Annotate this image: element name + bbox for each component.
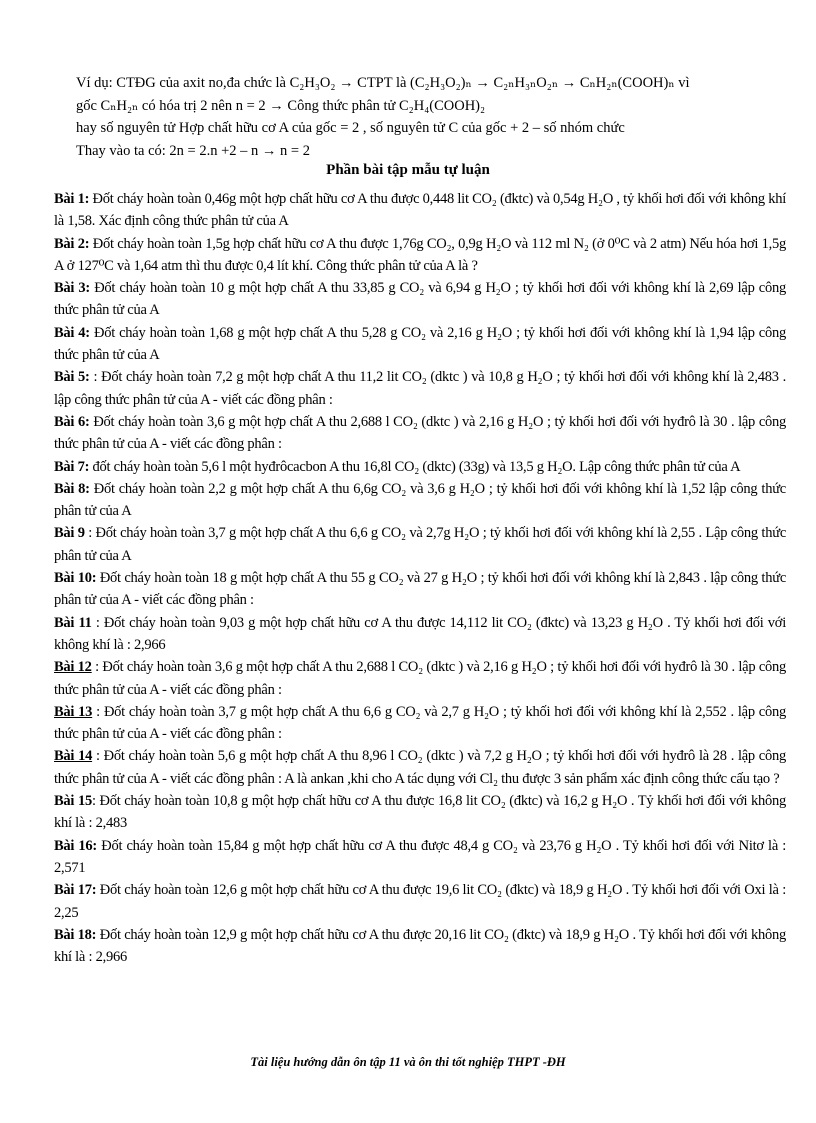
exercise-item [54, 567, 786, 612]
exercise-item [54, 835, 786, 880]
exercise-text: Đốt cháy hoàn toàn 2,2 g một hợp chất A thu 6,6g CO₂ và 3,6 g H₂O ; tỷ khối hơi đối với không khí là 1,52 lập công thức phân tử của A [54, 480, 786, 520]
exercise-item [54, 411, 786, 456]
exercise-label: Bài 5: [54, 369, 90, 386]
exercise-label: Bài 16: [54, 837, 98, 854]
exercise-item [54, 277, 786, 322]
exercise-text: : Đốt cháy hoàn toàn 3,7 g một hợp chất A thu 6,6 g CO₂ và 2,7 g H₂O ; tỷ khối hơi đối với không khí là 2,552 . lập công thức phân tử của A - viết các đồng phân : [54, 703, 786, 743]
exercise-text: Đốt cháy hoàn toàn 10 g một hợp chất A thu 33,85 g CO₂ và 6,94 g H₂O ; tỷ khối hơi đối với không khí là 2,69 lập công thức phân tử của A [54, 280, 786, 319]
exercise-item [54, 701, 786, 746]
exercise-label: Bài 2: [54, 235, 90, 252]
exercise-item [54, 879, 786, 924]
exercise-text: : Đốt cháy hoàn toàn 3,6 g một hợp chất A thu 2,688 l CO₂ (dktc ) và 2,16 g H₂O ; tỷ khối hơi đối với hyđrô là 30 . lập công thức phân tử của A - viết các đồng phân : [54, 659, 787, 698]
example-intro [76, 72, 796, 162]
exercise-label: Bài 8: [54, 480, 90, 497]
exercise-text: Đốt cháy hoàn toàn 0,46g một hợp chất hữu cơ A thu được 0,448 lit CO₂ (đktc) và 0,54g H₂O , tỷ khối hơi đối với không khí là 1,58. Xác định công thức phân tử của A [54, 191, 786, 230]
exercise-text: Đốt cháy hoàn toàn 12,9 g một hợp chất hữu cơ A thu được 20,16 lit CO₂ (đktc) và 18,9 g H₂O . Tỷ khối hơi đối với không khí là : 2,966 [54, 926, 787, 966]
section-title: Phần bài tập mẫu tự luận [326, 162, 490, 178]
exercise-label: Bài 15 [54, 793, 92, 810]
exercise-item [54, 522, 786, 567]
exercise-item [54, 366, 786, 411]
exercise-label: Bài 13 [54, 703, 93, 720]
exercise-item [54, 233, 786, 278]
intro-line-1: Ví dụ: CTĐG của axit no,đa chức là C₂H₃O₂ → CTPT là (C₂H₃O₂)ₙ → C₂ₙH₃ₙO₂ₙ → CₙH₂ₙ(COOH)ₙ vì [76, 75, 690, 91]
exercise-label: Bài 7: [54, 458, 90, 475]
page-footer: Tài liệu hướng dẫn ôn tập 11 và ôn thi tốt nghiệp THPT -ĐH [250, 1055, 566, 1069]
intro-line-2: gốc CₙH₂ₙ có hóa trị 2 nên n = 2 → Công thức phân tử C₂H₄(COOH)₂ [76, 97, 486, 114]
exercise-label: Bài 6: [54, 413, 90, 430]
exercise-text: Đốt cháy hoàn toàn 12,6 g một hợp chất hữu cơ A thu được 19,6 lit CO₂ (đktc) và 18,9 g H₂O . Tỷ khối hơi đối với Oxi là : 2,25 [54, 882, 787, 921]
exercise-list [54, 188, 786, 968]
exercise-text: Đốt cháy hoàn toàn 1,68 g một hợp chất A thu 5,28 g CO₂ và 2,16 g H₂O ; tỷ khối hơi đối với không khí là 1,94 lập công thức phân tử của A [54, 324, 786, 364]
exercise-label: Bài 9 [54, 525, 85, 542]
exercise-label: Bài 4: [54, 324, 90, 341]
exercise-text: : Đốt cháy hoàn toàn 7,2 g một hợp chất A thu 11,2 lit CO₂ (dktc ) và 10,8 g H₂O ; tỷ khối hơi đối với không khí là 2,483 . lập công thức phân tử của A - viết các đồng phân : [54, 369, 786, 408]
intro-line-4: Thay vào ta có: 2n = 2.n +2 – n → n = 2 [76, 142, 310, 159]
exercise-item [54, 790, 786, 835]
exercise-label: Bài 12 [54, 659, 92, 676]
exercise-text: : Đốt cháy hoàn toàn 10,8 g một hợp chất hữu cơ A thu được 16,8 lit CO₂ (đktc) và 16,2 g H₂O . Tỷ khối hơi đối với không khí là : 2,483 [54, 793, 787, 832]
exercise-item [54, 612, 786, 657]
exercise-item [54, 322, 786, 367]
exercise-label: Bài 11 [54, 614, 92, 631]
exercise-text: Đốt cháy hoàn toàn 3,6 g một hợp chất A thu 2,688 l CO₂ (dktc ) và 2,16 g H₂O ; tỷ khối hơi đối với hyđrô là 30 . lập công thức phân tử của A - viết các đồng phân : [54, 413, 787, 453]
exercise-label: Bài 10: [54, 570, 97, 587]
exercise-label: Bài 1: [54, 191, 90, 207]
exercise-item [54, 478, 786, 523]
exercise-item [54, 924, 786, 969]
exercise-text: đốt cháy hoàn toàn 5,6 l một hyđrôcacbon A thu 16,8l CO₂ (dktc) (33g) và 13,5 g H₂O. Lập công thức phân tử của A [89, 458, 741, 475]
exercise-text: Đốt cháy hoàn toàn 1,5g hợp chất hữu cơ A thu được 1,76g CO₂, 0,9g H₂O và 112 ml N₂ (ở 0⁰C và 2 atm) Nếu hóa hơi 1,5g A ở 127⁰C và 1,64 atm thì thu được 0,4 lít khí. Công thức phân tử của A là ? [54, 235, 787, 274]
exercise-text: : Đốt cháy hoàn toàn 5,6 g một hợp chất A thu 8,96 l CO₂ (dktc ) và 7,2 g H₂O ; tỷ khối hơi đối với hyđrô là 28 . lập công thức phân tử của A - viết các đồng phân : A là ankan ,khi cho A tác dụng với Cl₂ thu được 3 sản phẩm xác định công thức cấu tạo ? [54, 748, 786, 787]
intro-line-3: hay số nguyên tử Hợp chất hữu cơ A của gốc = 2 , số nguyên tử C của gốc + 2 – số nhóm chức [76, 120, 625, 136]
exercise-item [54, 456, 786, 478]
exercise-label: Bài 14 [54, 748, 93, 765]
exercise-item [54, 656, 786, 701]
exercise-text: : Đốt cháy hoàn toàn 3,7 g một hợp chất A thu 6,6 g CO₂ và 2,7g H₂O ; tỷ khối hơi đối với không khí là 2,55 . Lập công thức phân tử của A [54, 525, 787, 564]
exercise-item [54, 745, 786, 790]
exercise-text: Đốt cháy hoàn toàn 18 g một hợp chất A thu 55 g CO₂ và 27 g H₂O ; tỷ khối hơi đối với không khí là 2,843 . lập công thức phân tử của A - viết các đồng phân : [54, 570, 787, 609]
exercise-label: Bài 3: [54, 280, 90, 297]
exercise-label: Bài 17: [54, 882, 97, 899]
exercise-text: Đốt cháy hoàn toàn 15,84 g một hợp chất hữu cơ A thu được 48,4 g CO₂ và 23,76 g H₂O . Tỷ khối hơi đối với Nitơ là : 2,571 [54, 837, 787, 876]
exercise-item [54, 188, 786, 233]
exercise-text: : Đốt cháy hoàn toàn 9,03 g một hợp chất hữu cơ A thu được 14,112 lit CO₂ (đktc) và 13,23 g H₂O . Tỷ khối hơi đối với không khí là : 2,966 [54, 614, 786, 653]
exercise-label: Bài 18: [54, 926, 97, 943]
